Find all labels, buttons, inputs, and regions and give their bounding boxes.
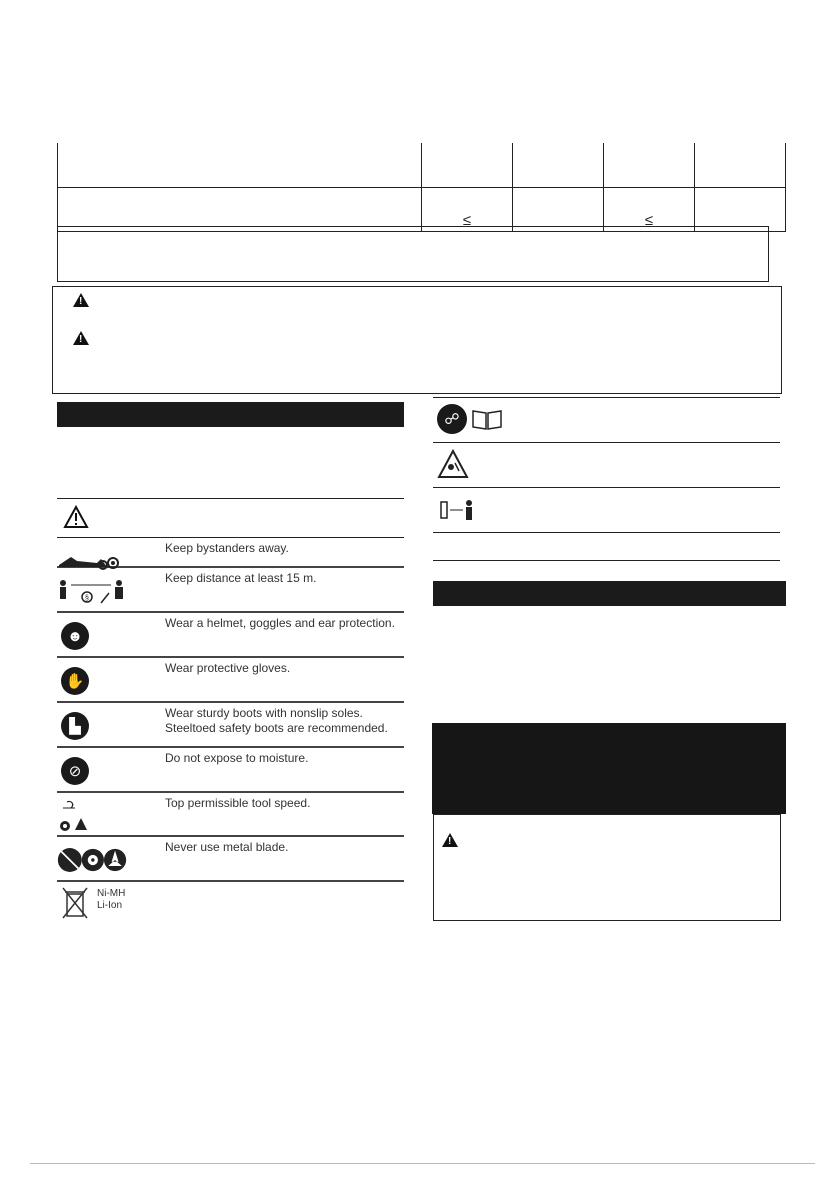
spec-value-cell [513,187,604,231]
note-box [57,226,769,282]
important-notice-block [432,723,786,814]
helmet-goggles-ear-icon: ☻ [61,622,89,650]
symbol-row [57,658,404,703]
distance-icon [57,575,127,607]
warning-icon [73,293,89,307]
less-equal-symbol: ≤ [462,211,472,229]
symbol-row-read-manual [433,397,780,443]
spec-row-label [58,187,422,231]
flying-objects-warning-icon [437,449,469,479]
battery-type-label: Ni-MH [97,888,126,899]
less-equal-symbol: ≤ [644,211,654,229]
warning-box [52,286,782,394]
battery-disposal-row [57,884,404,934]
gloves-icon: ✋ [61,667,89,695]
spec-header-cell [422,143,513,187]
symbol-row [57,613,404,658]
spec-table [57,143,786,232]
warning-icon [73,331,89,345]
spec-value-cell [422,187,513,231]
warning-icon [442,833,458,847]
symbol-text: Wear sturdy boots with nonslip soles. Steeltoed safety boots are recommended. [165,706,388,735]
symbols-header [57,498,404,538]
caution-box [433,814,781,921]
section-heading-bar [433,581,786,606]
battery-type-label: Li-Ion [97,900,123,911]
warning-outline-icon [63,505,89,529]
symbol-text: Wear protective gloves. [165,661,291,675]
spec-header-cell [604,143,695,187]
spec-header-cell [695,143,786,187]
crossed-bin-icon [61,886,89,920]
keep-distance-icon [437,498,477,522]
symbol-text: Keep bystanders away. [165,541,289,555]
symbol-row [57,568,404,613]
symbol-text: Do not expose to moisture. [165,751,309,765]
symbol-row [57,538,404,568]
spec-value-cell [604,187,695,231]
spec-header-label [58,143,422,187]
book-icon [471,407,503,431]
symbol-row [57,837,404,882]
symbol-row [57,793,404,837]
symbol-row-flying-objects [433,443,780,488]
symbol-text: Never use metal blade. [165,840,289,854]
symbol-text: Keep distance at least 15 m. [165,571,317,585]
section-heading-bar [57,402,404,427]
tool-speed-icon [57,798,97,834]
read-manual-icon: ☍ [437,404,467,434]
spec-value-cell [695,187,786,231]
symbol-row-keep-distance [433,488,780,533]
no-metal-blade-icon [57,843,127,877]
boots-icon: ▙ [61,712,89,740]
no-moisture-icon: ⊘ [61,757,89,785]
symbol-row [57,748,404,793]
symbol-text: Top permissible tool speed. [165,796,311,810]
spec-header-cell [513,143,604,187]
page-bottom-rule [30,1163,815,1164]
symbol-row [57,703,404,748]
svg-text:§: § [85,595,89,602]
symbol-text: Wear a helmet, goggles and ear protection. [165,616,395,630]
divider [433,560,780,561]
